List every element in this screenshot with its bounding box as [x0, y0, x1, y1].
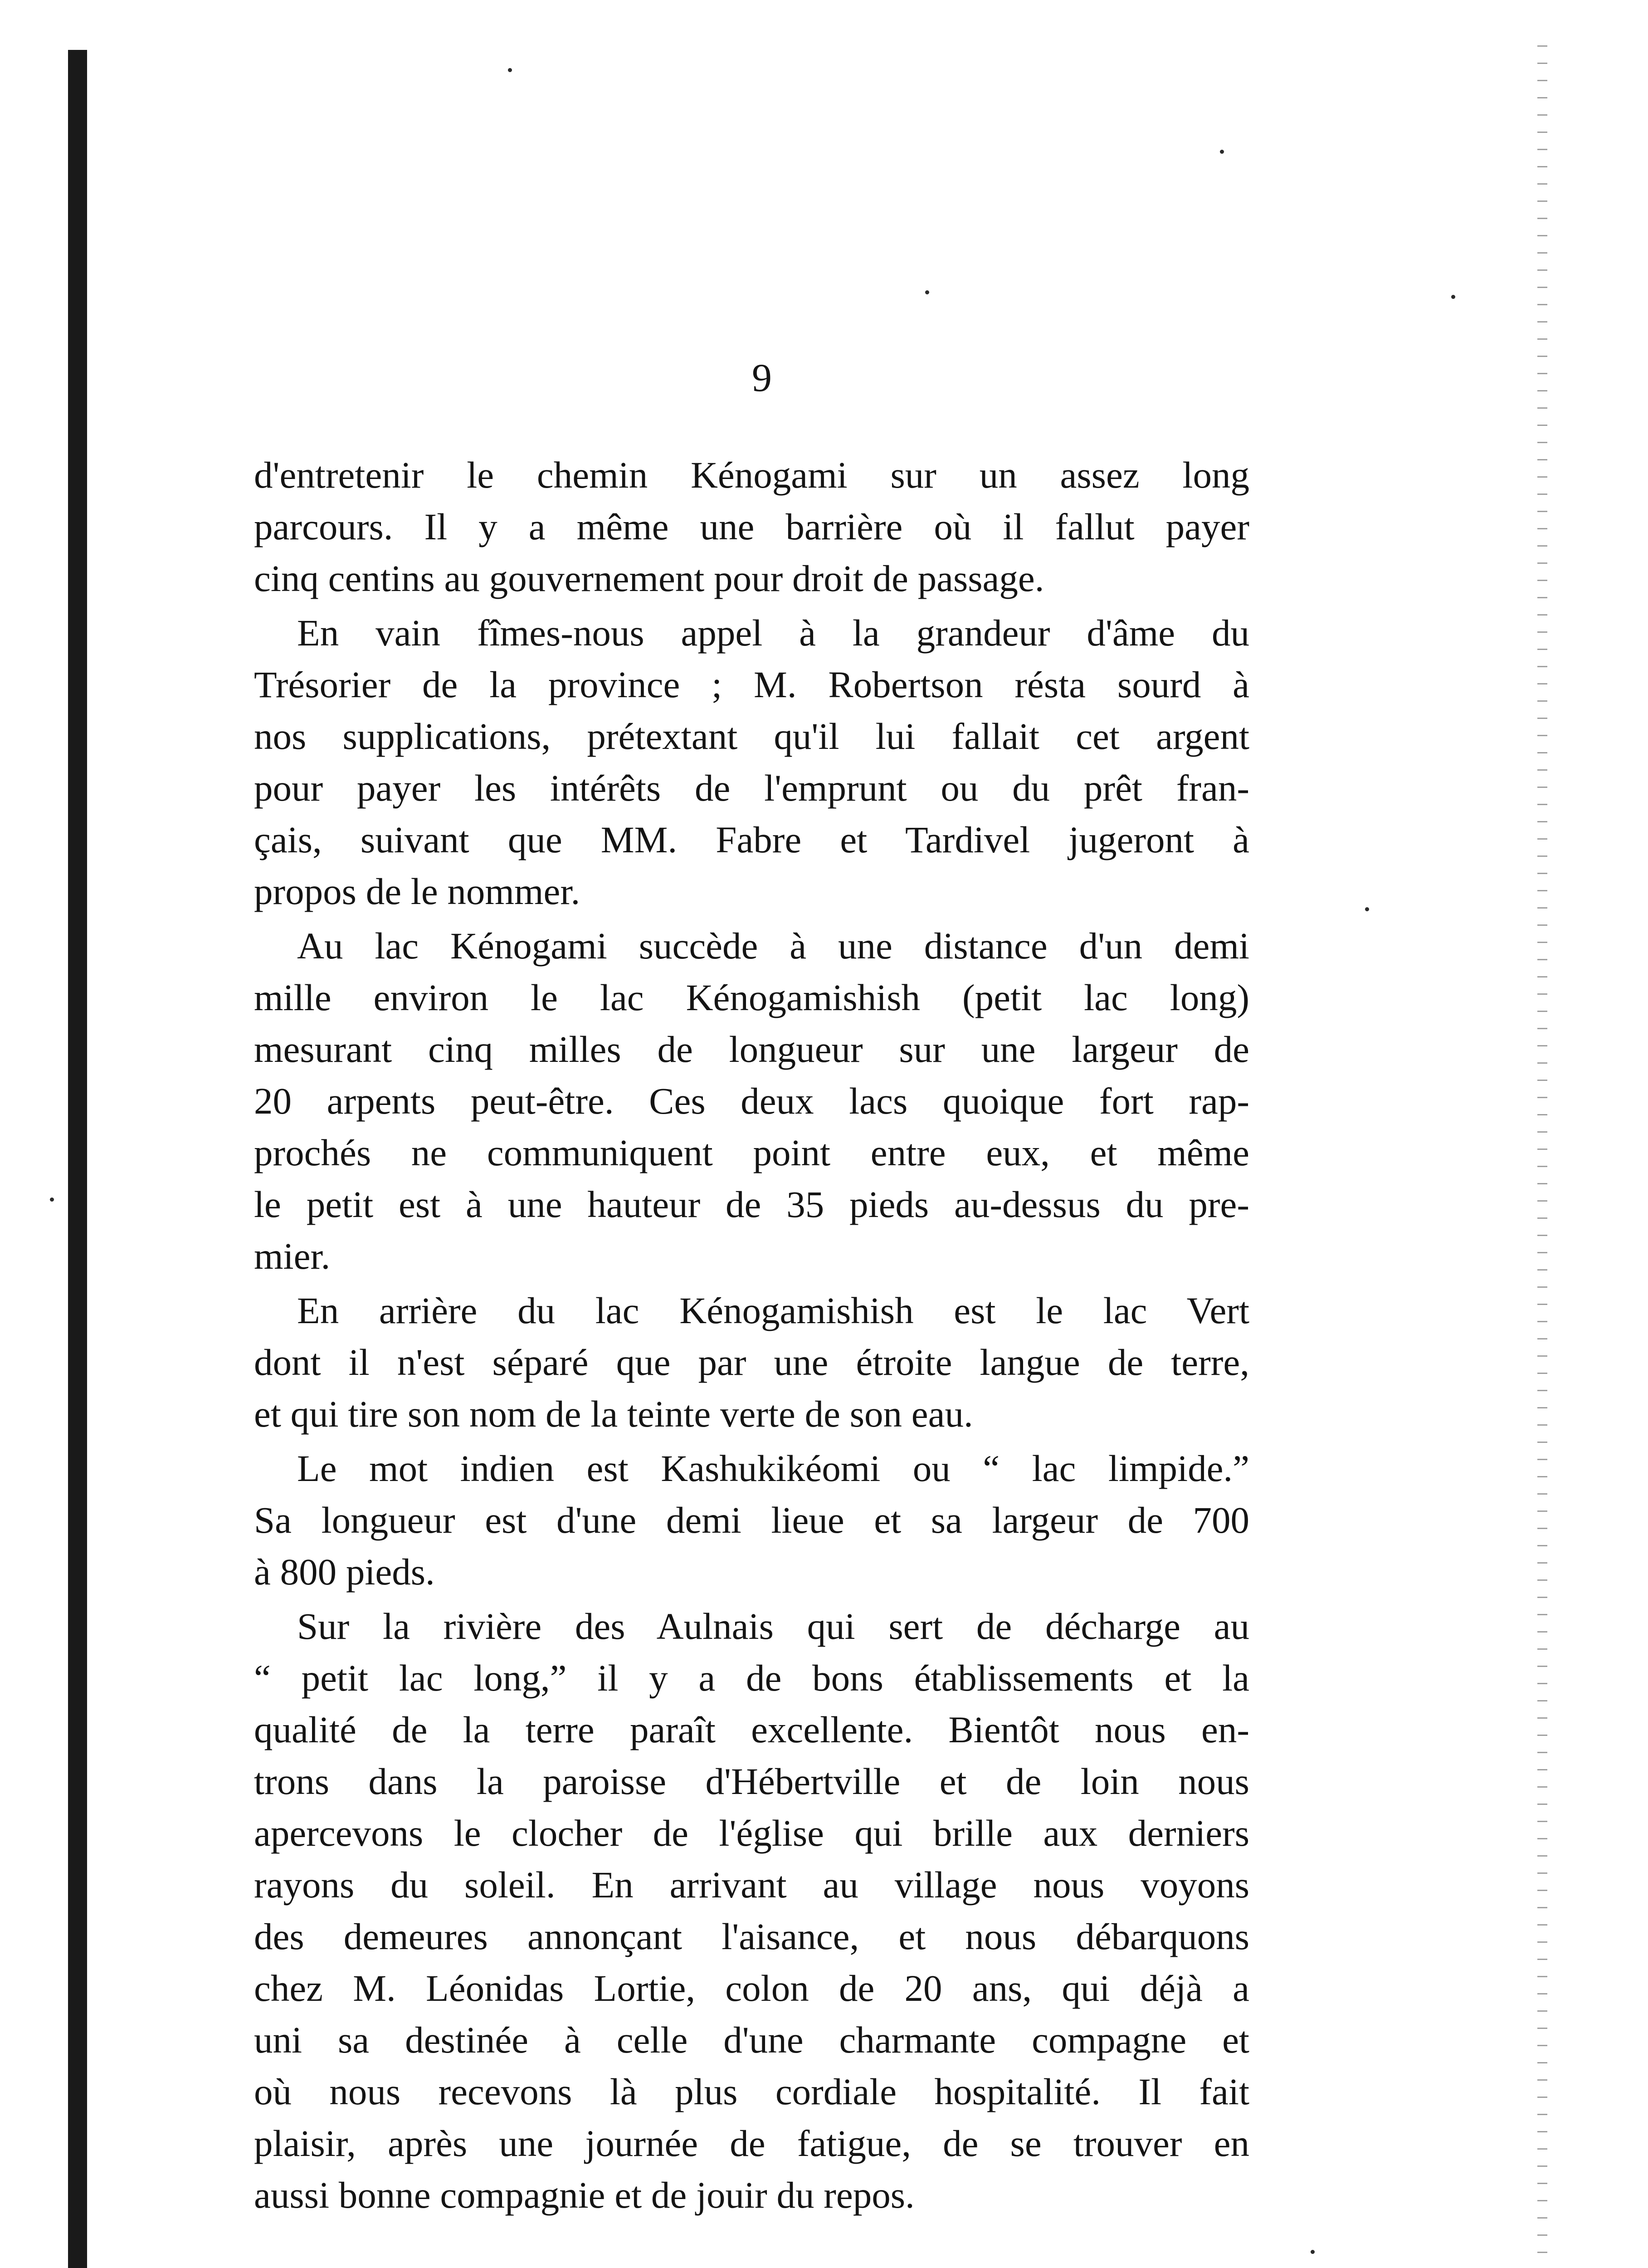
paragraph	[254, 1600, 1249, 2221]
paragraph	[254, 1285, 1249, 1440]
scan-edge-noise	[1537, 45, 1547, 2268]
text-line: apercevons le clocher de l'église qui brille aux derniers	[254, 1812, 1249, 1854]
scan-speck	[1365, 907, 1369, 911]
text-line: le petit est à une hauteur de 35 pieds au-dessus du pre-	[254, 1183, 1249, 1225]
text-line: Le mot indien est Kashukikéomi ou “ lac limpide.”	[297, 1447, 1249, 1489]
scan-speck	[508, 68, 512, 72]
text-line: dont il n'est séparé que par une étroite langue de terre,	[254, 1341, 1249, 1383]
text-line: à 800 pieds.	[254, 1551, 435, 1593]
scan-speck	[50, 1198, 54, 1202]
scan-speck	[925, 290, 929, 294]
text-line: des demeures annonçant l'aisance, et nous débarquons	[254, 1916, 1249, 1957]
body-text	[254, 449, 1249, 2224]
text-line: cinq centins au gouvernement pour droit de passage.	[254, 557, 1044, 599]
text-line: çais, suivant que MM. Fabre et Tardivel jugeront à	[254, 819, 1249, 860]
text-line: parcours. Il y a même une barrière où il fallut payer	[254, 506, 1249, 547]
scan-binding-edge	[68, 50, 87, 2268]
text-line: chez M. Léonidas Lortie, colon de 20 ans, qui déjà a	[254, 1967, 1249, 2009]
text-line: rayons du soleil. En arrivant au village nous voyons	[254, 1864, 1249, 1906]
text-line: aussi bonne compagnie et de jouir du repos.	[254, 2174, 915, 2216]
text-line: d'entretenir le chemin Kénogami sur un assez long	[254, 454, 1249, 496]
scan-speck	[1311, 2250, 1315, 2254]
text-line: pour payer les intérêts de l'emprunt ou du prêt fran-	[254, 767, 1249, 809]
text-line: propos de le nommer.	[254, 870, 580, 912]
text-line: Sa longueur est d'une demi lieue et sa largeur de 700	[254, 1499, 1249, 1541]
text-line: plaisir, après une journée de fatigue, de se trouver en	[254, 2122, 1249, 2164]
paragraph	[254, 1442, 1249, 1598]
scan-speck	[1451, 295, 1455, 299]
text-line: mille environ le lac Kénogamishish (petit lac long)	[254, 977, 1249, 1018]
text-line: mier.	[254, 1235, 331, 1277]
page-number: 9	[752, 356, 772, 400]
text-line: et qui tire son nom de la teinte verte de son eau.	[254, 1393, 973, 1435]
text-line: où nous recevons là plus cordiale hospitalité. Il fait	[254, 2071, 1249, 2112]
text-line: qualité de la terre paraît excellente. Bientôt nous en-	[254, 1709, 1249, 1750]
text-line: En arrière du lac Kénogamishish est le lac Vert	[297, 1290, 1249, 1331]
text-line: 20 arpents peut-être. Ces deux lacs quoique fort rap-	[254, 1080, 1249, 1122]
text-line: Trésorier de la province ; M. Robertson résta sourd à	[254, 664, 1249, 705]
scan-speck	[1220, 150, 1224, 154]
text-line: “ petit lac long,” il y a de bons établissements et la	[254, 1657, 1249, 1699]
text-line: En vain fîmes-nous appel à la grandeur d'âme du	[297, 612, 1249, 654]
text-line: mesurant cinq milles de longueur sur une largeur de	[254, 1028, 1249, 1070]
text-line: nos supplications, prétextant qu'il lui fallait cet argent	[254, 715, 1249, 757]
text-line: uni sa destinée à celle d'une charmante compagne et	[254, 2019, 1249, 2061]
text-line: trons dans la paroisse d'Hébertville et de loin nous	[254, 1760, 1249, 1802]
text-line: prochés ne communiquent point entre eux, et même	[254, 1132, 1249, 1173]
text-line: Au lac Kénogami succède à une distance d'un demi	[297, 925, 1249, 967]
text-line: Sur la rivière des Aulnais qui sert de décharge au	[297, 1605, 1249, 1647]
paragraph	[254, 920, 1249, 1282]
paragraph	[254, 607, 1249, 917]
paragraph	[254, 449, 1249, 604]
